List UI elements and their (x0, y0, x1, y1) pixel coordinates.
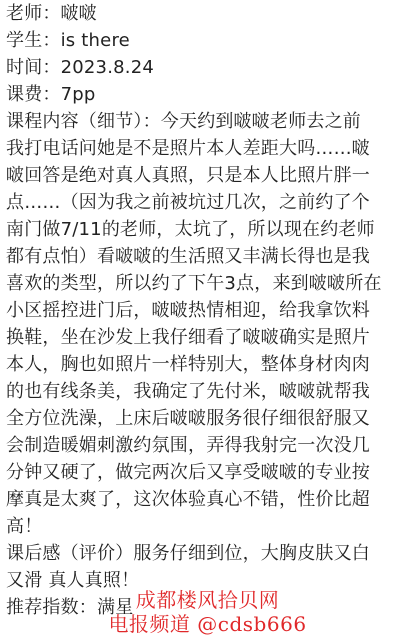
content-line: 分钟又硬了，做完两次后又享受啵啵的专业按 (6, 462, 370, 483)
content-line: 本人，胸也如照片一样特别大，整体身材肉肉 (6, 354, 370, 375)
content-line: 全方位洗澡，上床后啵啵服务很仔细很舒服又 (6, 408, 370, 429)
watermark-site-name: 成都楼风拾贝网 (135, 588, 280, 612)
content-line: 高！ (6, 516, 43, 537)
evaluation-line: 课后感（评价）服务仔细到位，大胸皮肤又白 (6, 543, 370, 564)
content-line: 摩真是太爽了，这次体验真心不错，性价比超 (6, 489, 370, 510)
content-line: 都有点怕）看啵啵的生活照又丰满长得也是我 (6, 246, 370, 267)
content-line: 课程内容（细节）：今天约到啵啵老师去之前 (6, 111, 361, 132)
content-line: 点……（因为我之前被坑过几次，之前约了个 (6, 192, 370, 213)
fee-line: 课费：7pp (6, 84, 96, 105)
content-line: 我打电话问她是不是照片本人差距大吗……啵 (6, 138, 370, 159)
teacher-line: 老师：啵啵 (6, 3, 97, 24)
review-document (6, 0, 410, 621)
rating-line: 推荐指数：满星 (6, 597, 134, 618)
content-line: 南门做7/11的老师，太坑了，所以现在约老师 (6, 219, 375, 240)
watermark-channel: 电报频道 @cdsb666 (108, 612, 307, 636)
content-line: 会制造暖媚刺激约氛围，弄得我射完一次没几 (6, 435, 370, 456)
content-line: 啵回答是绝对真人真照，只是本人比照片胖一 (6, 165, 370, 186)
content-line: 的也有线条美，我确定了先付米，啵啵就帮我 (6, 381, 370, 402)
content-line: 喜欢的类型，所以约了下午3点，来到啵啵所在 (6, 273, 382, 294)
student-line: 学生：is there (6, 30, 130, 51)
evaluation-line: 又滑 真人真照！ (6, 570, 140, 591)
content-line: 小区摇控进门后，啵啵热情相迎，给我拿饮料 (6, 300, 370, 321)
time-line: 时间：2023.8.24 (6, 57, 155, 78)
content-line: 换鞋，坐在沙发上我仔细看了啵啵确实是照片 (6, 327, 370, 348)
